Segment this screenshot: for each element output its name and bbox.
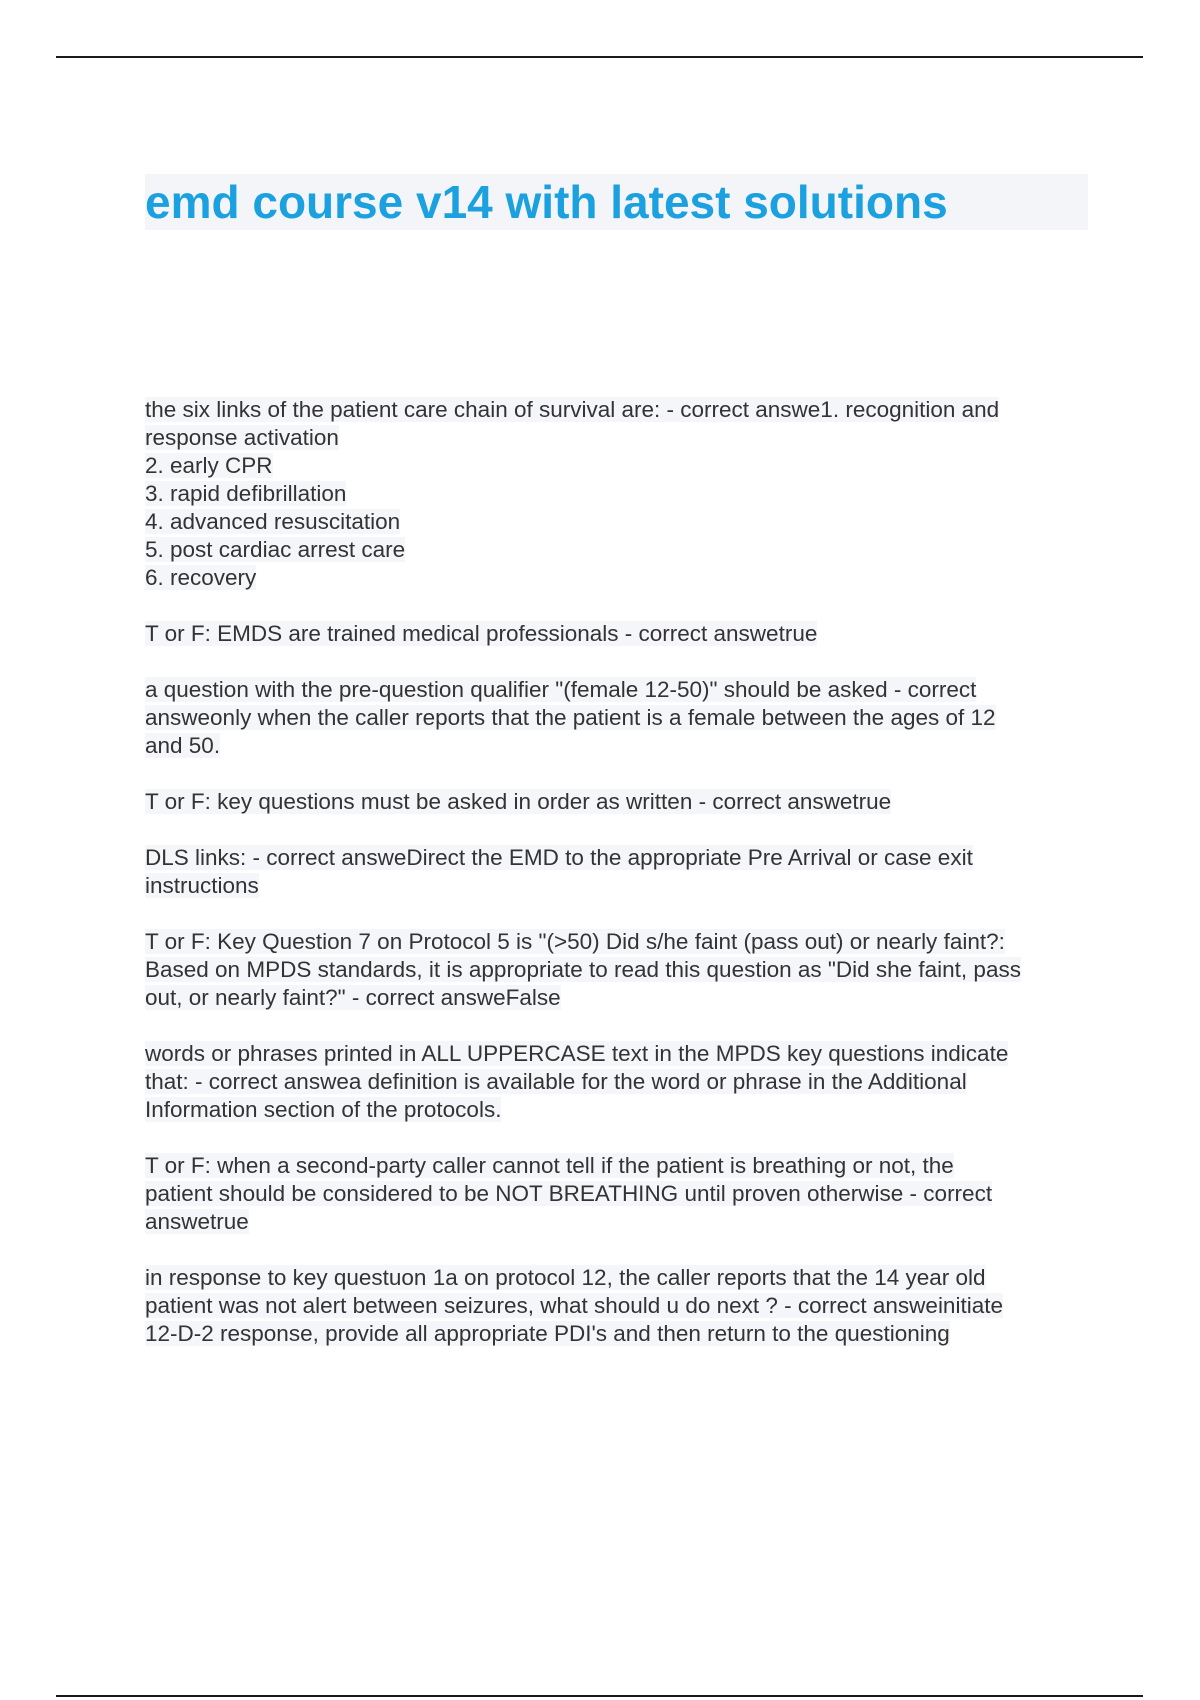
qa-line-text: patient was not alert between seizures, what should u do next ? - correct answeinitiate (145, 1293, 1003, 1318)
qa-line (145, 424, 1093, 452)
qa-line-text: answetrue (145, 1209, 249, 1234)
qa-list (145, 396, 1093, 1376)
qa-line (145, 872, 1093, 900)
qa-line (145, 536, 1093, 564)
qa-item (145, 676, 1093, 760)
qa-line (145, 956, 1093, 984)
qa-line-text: 5. post cardiac arrest care (145, 537, 406, 562)
qa-line-text: the six links of the patient care chain of survival are: - correct answe1. recognition and (145, 397, 1000, 422)
top-rule (56, 56, 1143, 58)
qa-line (145, 1180, 1093, 1208)
qa-line (145, 844, 1093, 872)
qa-item (145, 396, 1093, 592)
qa-line-text: that: - correct answea definition is available for the word or phrase in the Additional (145, 1069, 967, 1094)
qa-line-text: patient should be considered to be NOT BREATHING until proven otherwise - correct (145, 1181, 993, 1206)
qa-line-text: T or F: when a second-party caller cannot tell if the patient is breathing or not, the (145, 1153, 954, 1178)
qa-line-text: a question with the pre-question qualifier "(female 12-50)" should be asked - correct (145, 677, 977, 702)
qa-line-text: instructions (145, 873, 259, 898)
qa-line (145, 1096, 1093, 1124)
qa-line (145, 1208, 1093, 1236)
qa-item (145, 620, 1093, 648)
qa-item (145, 788, 1093, 816)
qa-line-text: T or F: key questions must be asked in order as written - correct answetrue (145, 789, 892, 814)
qa-line-text: answeonly when the caller reports that the patient is a female between the ages of 12 (145, 705, 996, 730)
qa-line-text: 2. early CPR (145, 453, 273, 478)
qa-line-text: response activation (145, 425, 339, 450)
qa-item (145, 844, 1093, 900)
qa-line-text: words or phrases printed in ALL UPPERCASE text in the MPDS key questions indicate (145, 1041, 1009, 1066)
qa-line (145, 480, 1093, 508)
qa-line-text: 3. rapid defibrillation (145, 481, 347, 506)
title-block (145, 174, 1088, 230)
bottom-rule (56, 1695, 1143, 1697)
qa-line (145, 704, 1093, 732)
qa-line (145, 508, 1093, 536)
qa-line (145, 928, 1093, 956)
qa-line-text: 6. recovery (145, 565, 257, 590)
qa-item (145, 928, 1093, 1012)
qa-line (145, 452, 1093, 480)
qa-line-text: out, or nearly faint?" - correct answeFalse (145, 985, 561, 1010)
qa-line-text: 12-D-2 response, provide all appropriate PDI's and then return to the questioning (145, 1321, 950, 1346)
qa-item (145, 1040, 1093, 1124)
qa-line-text: and 50. (145, 733, 221, 758)
qa-line (145, 732, 1093, 760)
qa-line (145, 620, 1093, 648)
qa-line-text: Based on MPDS standards, it is appropriate to read this question as "Did she faint, pass (145, 957, 1021, 982)
qa-line (145, 1320, 1093, 1348)
qa-line (145, 1292, 1093, 1320)
qa-item (145, 1152, 1093, 1236)
qa-item (145, 1264, 1093, 1348)
qa-line (145, 1040, 1093, 1068)
qa-line-text: 4. advanced resuscitation (145, 509, 401, 534)
qa-line-text: T or F: Key Question 7 on Protocol 5 is "(>50) Did s/he faint (pass out) or nearly faint?: (145, 929, 1005, 954)
qa-line (145, 1152, 1093, 1180)
qa-line-text: Information section of the protocols. (145, 1097, 502, 1122)
qa-line (145, 396, 1093, 424)
qa-line (145, 676, 1093, 704)
qa-line (145, 1264, 1093, 1292)
qa-line (145, 788, 1093, 816)
qa-line (145, 984, 1093, 1012)
qa-line-text: in response to key questuon 1a on protocol 12, the caller reports that the 14 year old (145, 1265, 986, 1290)
qa-line (145, 564, 1093, 592)
document-title: emd course v14 with latest solutions (145, 176, 948, 228)
qa-line-text: DLS links: - correct answeDirect the EMD to the appropriate Pre Arrival or case exit (145, 845, 973, 870)
qa-line-text: T or F: EMDS are trained medical professionals - correct answetrue (145, 621, 818, 646)
qa-line (145, 1068, 1093, 1096)
